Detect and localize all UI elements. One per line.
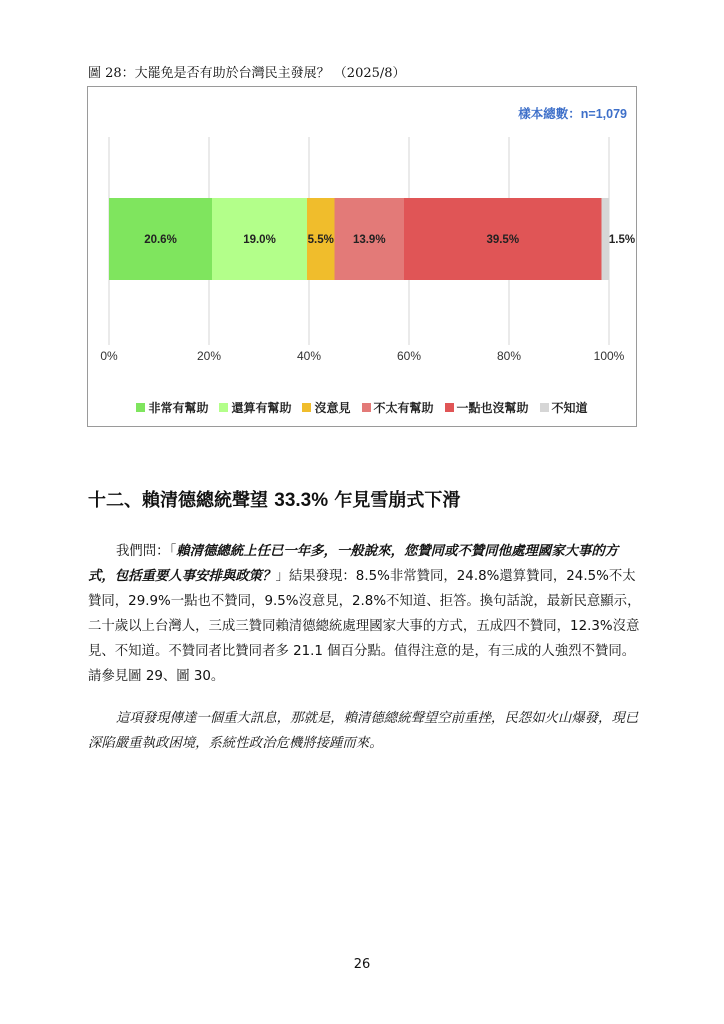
legend-item (219, 399, 291, 416)
x-tick-label: 80% (496, 349, 522, 363)
paragraph-conclusion: 這項發現傳達一個重大訊息，那就是，賴清德總統聲望空前重挫，民怨如火山爆發，現已深陷嚴重執政困境，系統性政治危機將接踵而來。 (88, 711, 639, 751)
data-label: 13.9% (352, 234, 386, 246)
x-tick-label: 0% (100, 349, 118, 363)
heading-value: 33.3% (274, 490, 329, 511)
legend-item (136, 399, 208, 416)
chart-canvas (88, 87, 638, 428)
heading-prefix: 十二、賴清德總統聲望 (88, 490, 275, 511)
bar-segment (602, 198, 610, 280)
heading-suffix: 乍見雪崩式下滑 (328, 490, 461, 511)
x-tick-label: 60% (396, 349, 422, 363)
bar-segments (109, 198, 635, 280)
legend-item (540, 399, 588, 416)
data-label: 5.5% (307, 234, 334, 246)
x-tick-label: 40% (296, 349, 322, 363)
legend-label: 非常有幫助 (148, 401, 209, 415)
x-axis-ticks (100, 349, 624, 363)
legend-swatch (540, 403, 549, 412)
page-number: 26 (353, 957, 371, 972)
data-label: 1.5% (608, 234, 636, 246)
legend-item (445, 399, 529, 416)
legend-label: 還算有幫助 (231, 401, 292, 415)
section-heading (88, 486, 460, 512)
legend-label: 沒意見 (314, 401, 351, 415)
legend-swatch (219, 403, 228, 412)
x-tick-label: 100% (593, 349, 625, 363)
legend-label: 不太有幫助 (373, 401, 434, 415)
legend-swatch (362, 403, 371, 412)
survey-question: 賴清德總統上任已一年多，一般說來，您贊同或不贊同他處理國家大事的方式，包括重要人事安排與政策？ (88, 544, 619, 584)
paragraph-results: 」結果發現：8.5%非常贊同，24.8%還算贊同，24.5%不太贊同，29.9%一點也不贊同，9.5%沒意見，2.8%不知道、拒答。換句話說，最新民意顯示，二十歲以上台灣人，三成三贊同賴清德總統處理國家大事的方式，五成四不贊同，12.3%沒意見、不知道。不贊同者比贊同者多 21.1 個百分點。值得注意的是，有三成的人強烈不贊同。請參見圖 29、圖 30。 (88, 569, 641, 684)
legend-swatch (136, 403, 145, 412)
paragraph-approval-results (88, 539, 642, 689)
stacked-bar-chart (87, 86, 637, 427)
sample-size-note: 樣本總數：n=1,079 (518, 107, 627, 121)
legend-label: 一點也沒幫助 (456, 401, 529, 415)
data-label: 19.0% (243, 234, 276, 246)
paragraph-intro: 我們問：「 (116, 544, 177, 559)
legend-label: 不知道 (551, 401, 588, 415)
legend-item (362, 399, 434, 416)
legend-swatch (302, 403, 311, 412)
data-label: 20.6% (144, 234, 177, 246)
x-tick-label: 20% (196, 349, 222, 363)
data-label: 39.5% (486, 234, 520, 246)
legend-item (302, 399, 350, 416)
figure-caption: 圖 28：大罷免是否有助於台灣民主發展？ （2025/8） (88, 66, 406, 81)
legend-swatch (445, 403, 454, 412)
chart-legend (88, 399, 636, 416)
